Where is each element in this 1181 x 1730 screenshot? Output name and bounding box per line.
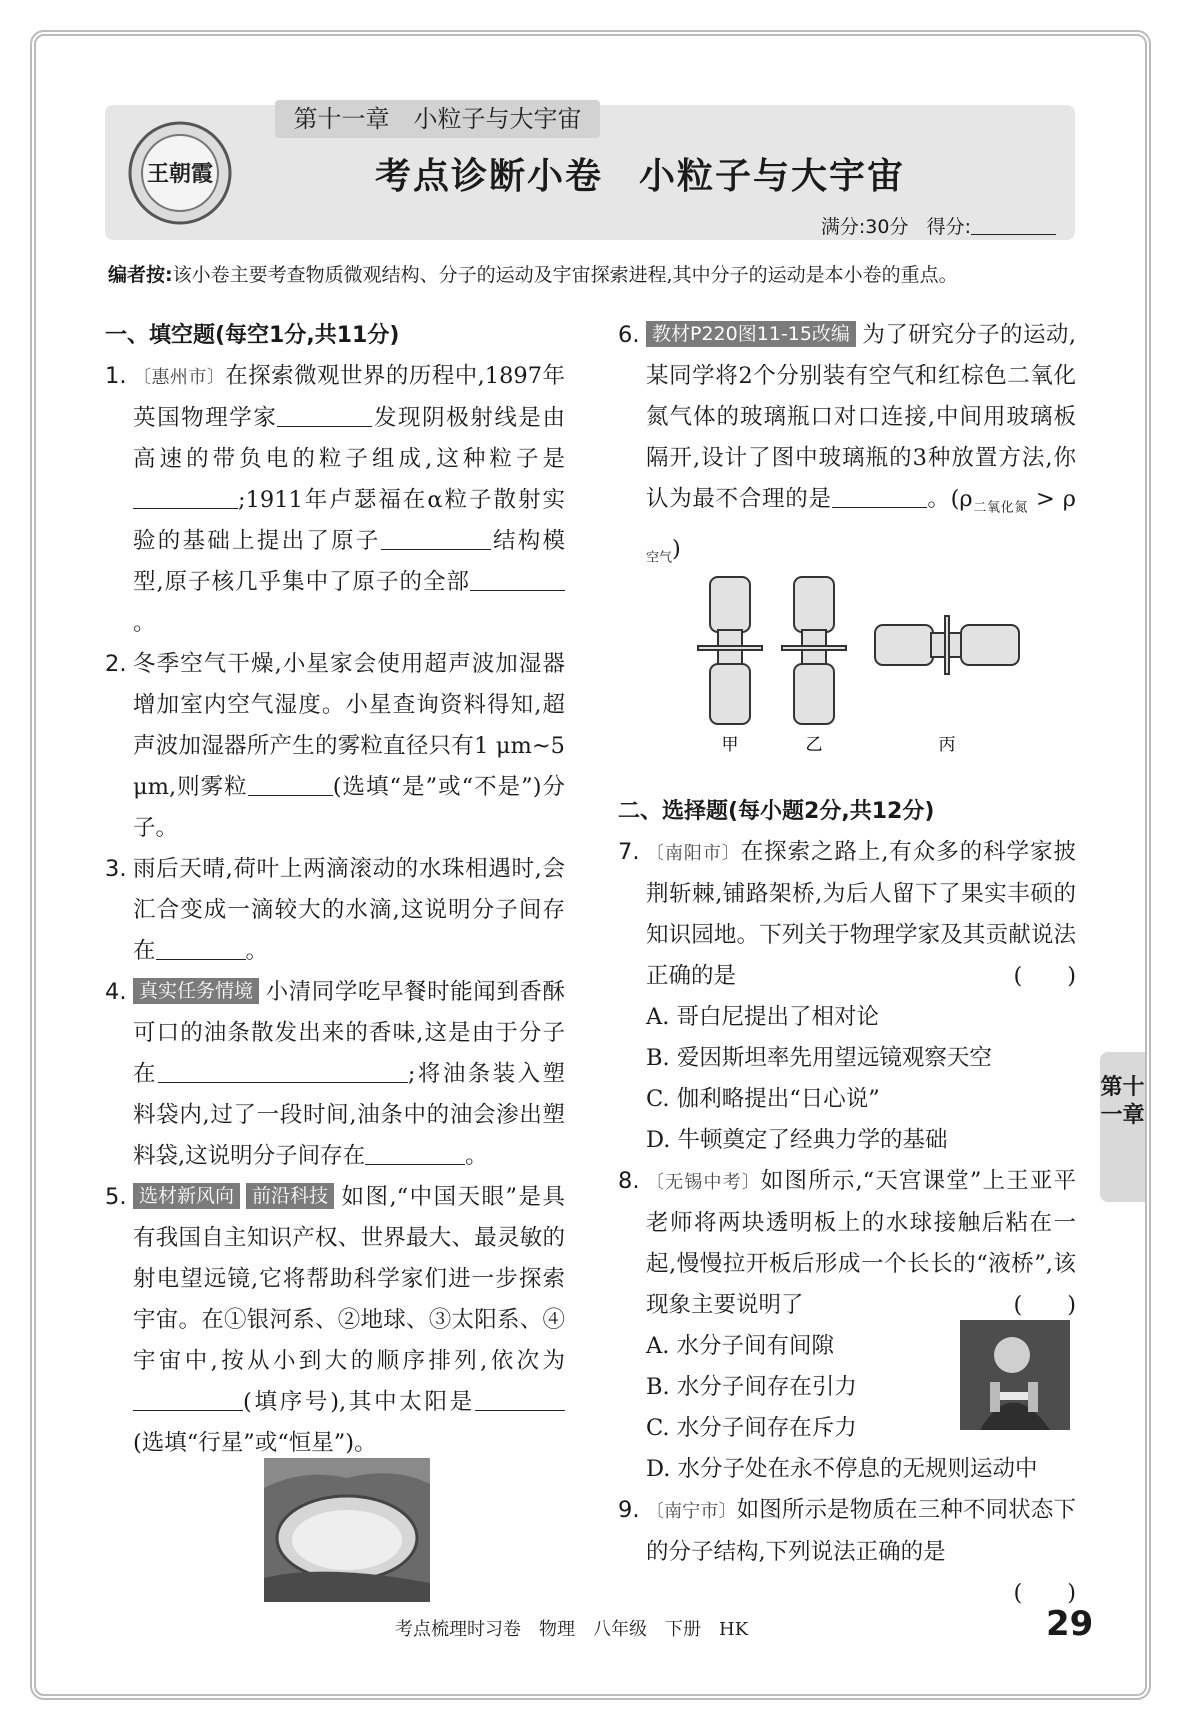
question-8: 8. 〔无锡中考〕如图所示,“天宫课堂”上王亚平老师将两块透明板上的水球接触后粘在一起,慢慢拉开板后形成一个长长的“液桥”,该现象主要说明了 ( ) xyxy=(618,1161,1076,1326)
answer-blank[interactable] xyxy=(381,527,491,551)
section-1-heading: 一、填空题(每空1分,共11分) xyxy=(105,323,400,348)
answer-blank[interactable] xyxy=(133,1388,243,1412)
score-line xyxy=(821,212,1056,239)
option-c[interactable]: C. 伽利略提出“日心说” xyxy=(646,1086,880,1112)
title-left: 考点诊断小卷 xyxy=(374,156,603,197)
question-tag: 真实任务情境 xyxy=(133,978,259,1004)
editor-text: 该小卷主要考查物质微观结构、分子的运动及宇宙探索进程,其中分子的运动是本小卷的重点。 xyxy=(172,264,958,286)
editor-label: 编者按: xyxy=(108,264,173,286)
answer-paren[interactable]: ( ) xyxy=(1013,963,1076,989)
option-a[interactable]: A. 水分子间有间隙 xyxy=(646,1333,835,1359)
question-tag: 教材P220图11-15改编 xyxy=(646,321,856,347)
answer-blank[interactable] xyxy=(365,1142,465,1166)
left-column xyxy=(105,315,565,1464)
question-5: 5. 选材新风向 前沿科技 如图,“中国天眼”是具有我国自主知识产权、世界最大、最灵敏的射电望远镜,它将帮助科学家们进一步探索宇宙。在①银河系、②地球、③太阳系、④宇宙中,按从小到大的顺序排列,依次为(填序号),其中太阳是(选填“行星”或“恒星”)。 xyxy=(105,1177,565,1464)
question-source: 〔惠州市〕 xyxy=(133,367,226,388)
option-c[interactable]: C. 水分子间存在斥力 xyxy=(646,1415,857,1441)
answer-blank[interactable] xyxy=(248,773,333,797)
answer-blank[interactable] xyxy=(158,1060,408,1084)
option-b[interactable]: B. 水分子间存在引力 xyxy=(646,1374,857,1400)
question-number: 8. xyxy=(618,1168,640,1194)
question-tag: 选材新风向 xyxy=(133,1183,240,1209)
answer-paren[interactable]: ( ) xyxy=(1013,1580,1076,1606)
question-number: 1. xyxy=(105,363,127,389)
question-2: 2. 冬季空气干燥,小星家会使用超声波加湿器增加室内空气湿度。小星查询资料得知,超声波加湿器所产生的雾粒直径只有1 μm~5 μm,则雾粒 (选填“是”或“不是”)分子。 xyxy=(105,644,565,849)
question-7: 7. 〔南阳市〕在探索之路上,有众多的科学家披荆斩棘,铺路架桥,为后人留下了果实丰硕的知识园地。下列关于物理学家及其贡献说法正确的是 ( ) xyxy=(618,832,1076,997)
question-source: 〔南阳市〕 xyxy=(646,843,741,864)
score-label: 得分: xyxy=(926,216,971,238)
chapter-label: 第十一章 小粒子与大宇宙 xyxy=(275,100,600,138)
question-tag: 前沿科技 xyxy=(246,1183,334,1209)
option-a[interactable]: A. 哥白尼提出了相对论 xyxy=(646,1004,880,1030)
question-number: 4. xyxy=(105,979,127,1005)
chapter-side-tab: 第十一章 xyxy=(1100,1052,1145,1202)
page-footer: 考点梳理时习卷 物理 八年级 下册 HK xyxy=(395,1619,749,1640)
section-2-heading: 二、选择题(每小题2分,共12分) xyxy=(618,799,935,824)
answer-blank[interactable] xyxy=(470,568,565,592)
option-d[interactable]: D. 牛顿奠定了经典力学的基础 xyxy=(646,1127,948,1153)
title-right: 小粒子与大宇宙 xyxy=(639,156,906,197)
question-1: 1. 〔惠州市〕在探索微观世界的历程中,1897年英国物理学家 发现阴极射线是由高速的带负电的粒子组成,这种粒子是;1911年卢瑟福在α粒子散射实验的基础上提出了原子 结构模型,原子核几乎集中了原子的全部。 xyxy=(105,356,565,644)
option-d[interactable]: D. 水分子处在永不停息的无规则运动中 xyxy=(646,1456,1038,1482)
question-3: 3. 雨后天晴,荷叶上两滴滚动的水珠相遇时,会汇合变成一滴较大的水滴,这说明分子间存在 。 xyxy=(105,849,565,972)
question-number: 7. xyxy=(618,839,640,865)
option-b[interactable]: B. 爱因斯坦率先用望远镜观察天空 xyxy=(646,1045,992,1071)
score-blank[interactable] xyxy=(971,215,1056,235)
figure-label-yi: 乙 xyxy=(805,735,823,752)
answer-blank[interactable] xyxy=(133,486,238,510)
editor-note xyxy=(108,262,1088,288)
logo-text: 王朝霞 xyxy=(146,161,214,187)
question-number: 3. xyxy=(105,856,127,882)
page-number: 29 xyxy=(1046,1604,1094,1644)
bottle-diagram xyxy=(690,572,1030,752)
question-number: 2. xyxy=(105,651,127,677)
fast-telescope-image xyxy=(264,1458,430,1602)
question-source: 〔南宁市〕 xyxy=(646,1501,737,1522)
answer-blank[interactable] xyxy=(475,1388,565,1412)
publisher-logo-icon xyxy=(125,118,235,228)
figure-label-bing: 丙 xyxy=(938,735,956,752)
full-score: 满分:30分 xyxy=(820,216,909,238)
question-9: 9. 〔南宁市〕如图所示是物质在三种不同状态下的分子结构,下列说法正确的是 xyxy=(618,1490,1076,1573)
answer-blank[interactable] xyxy=(156,937,246,961)
question-number: 6. xyxy=(618,322,640,348)
answer-blank[interactable] xyxy=(277,404,372,428)
question-source: 〔无锡中考〕 xyxy=(646,1172,761,1193)
question-number: 5. xyxy=(105,1184,127,1210)
page-title xyxy=(240,148,1040,199)
question-number: 9. xyxy=(618,1497,640,1523)
question-4: 4. 真实任务情境 小清同学吃早餐时能闻到香酥可口的油条散发出来的香味,这是由于分子在 ;将油条装入塑料袋内,过了一段时间,油条中的油会渗出塑料袋,这说明分子间存在 。 xyxy=(105,972,565,1177)
answer-paren[interactable]: ( ) xyxy=(1013,1292,1076,1318)
figure-label-jia: 甲 xyxy=(721,735,739,752)
question-6: 6. 教材P220图11-15改编 为了研究分子的运动,某同学将2个分别装有空气和红棕色二氧化氮气体的玻璃瓶口对口连接,中间用玻璃板隔开,设计了图中玻璃瓶的3种放置方法,你认为最不合理的是 。$(\rho_{二氧化氮} > \rho_{空气})$ xyxy=(618,315,1076,578)
liquid-bridge-photo xyxy=(960,1320,1070,1430)
answer-blank[interactable] xyxy=(832,485,927,509)
